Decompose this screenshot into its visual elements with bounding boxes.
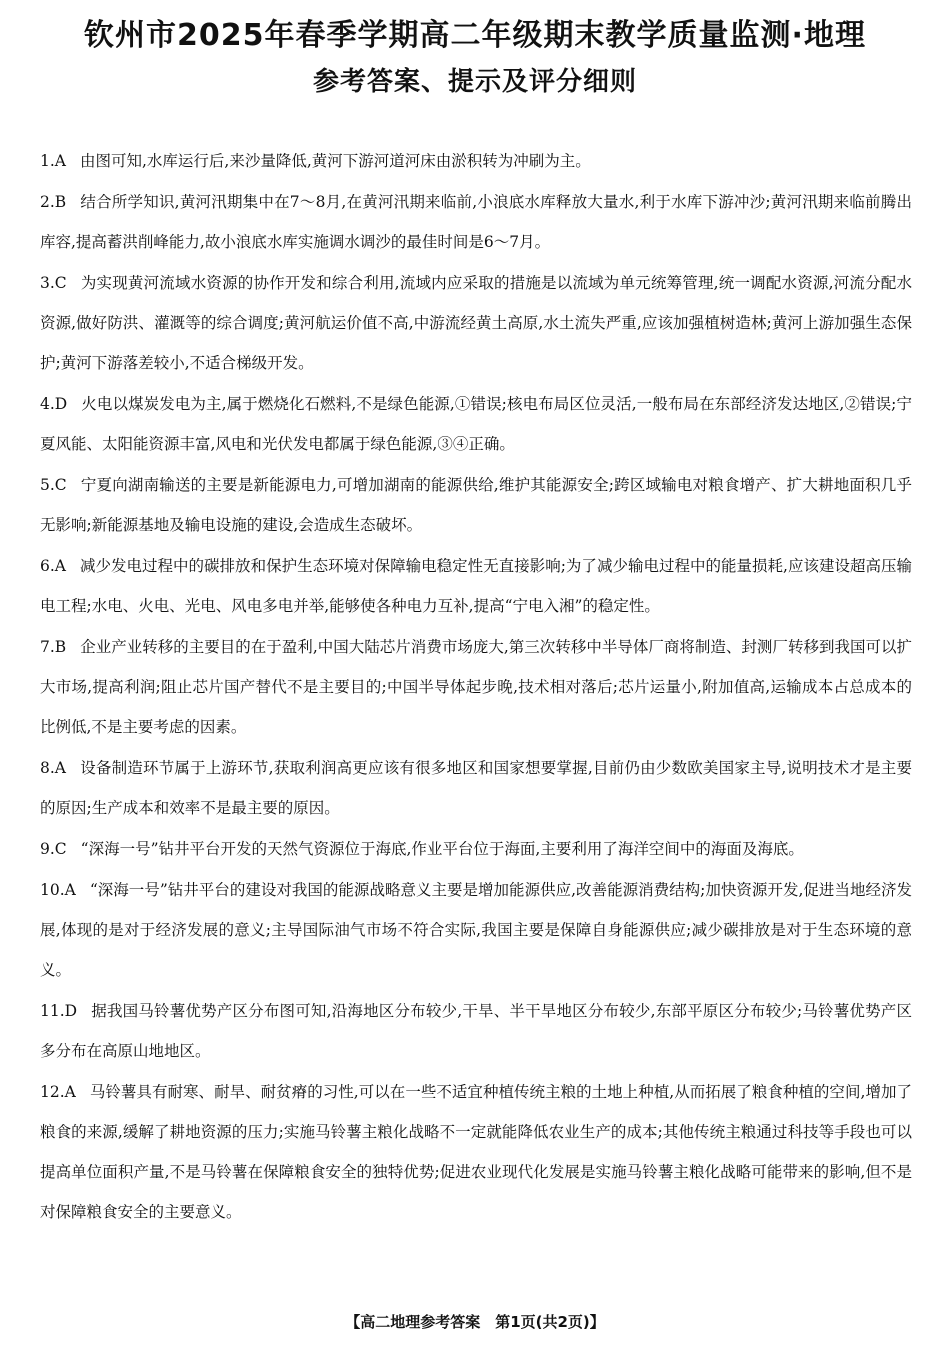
- page-subtitle: 参考答案、提示及评分细则: [312, 67, 637, 97]
- answer-explanation: 为实现黄河流域水资源的协作开发和综合利用,流域内应采取的措施是以流域为单元统筹管理,统一调配水资源,河流分配水资源,做好防洪、灌溉等的综合调度;黄河航运价值不高,中游流经黄土高原,水土流失严重,应该加强植树造林;黄河上游加强生态保护;黄河下游落差较小,不适合梯级开发。: [40, 274, 912, 372]
- answer-number: 11.D: [40, 1002, 78, 1020]
- answer-number: 9.C: [40, 840, 67, 858]
- answer-item-9: [40, 829, 912, 869]
- answer-number: 3.C: [40, 274, 67, 292]
- answer-item-12: [40, 1072, 912, 1232]
- answer-item-4: [40, 384, 912, 464]
- answer-number: 1.A: [40, 152, 66, 170]
- answer-list: [40, 141, 912, 1233]
- page-footer: 【高二地理参考答案 第1页(共2页)】: [345, 1313, 605, 1331]
- answer-number: 5.C: [40, 476, 67, 494]
- answer-item-2: [40, 182, 912, 262]
- answer-number: 8.A: [40, 759, 66, 777]
- answer-item-10: [40, 870, 912, 990]
- answer-number: 2.B: [40, 193, 67, 211]
- answer-item-11: [40, 991, 912, 1071]
- answer-number: 12.A: [40, 1083, 76, 1101]
- answer-explanation: 结合所学知识,黄河汛期集中在7～8月,在黄河汛期来临前,小浪底水库释放大量水,利于水库下游冲沙;黄河汛期来临前腾出库容,提高蓄洪削峰能力,故小浪底水库实施调水调沙的最佳时间是6～7月。: [40, 193, 912, 251]
- answer-item-6: [40, 546, 912, 626]
- answer-explanation: 马铃薯具有耐寒、耐旱、耐贫瘠的习性,可以在一些不适宜种植传统主粮的土地上种植,从而拓展了粮食种植的空间,增加了粮食的来源,缓解了耕地资源的压力;实施马铃薯主粮化战略不一定就能降低农业生产的成本;其他传统主粮通过科技等手段也可以提高单位面积产量,不是马铃薯在保障粮食安全的独特优势;促进农业现代化发展是实施马铃薯主粮化战略可能带来的影响,但不是对保障粮食安全的主要意义。: [40, 1083, 912, 1221]
- answer-explanation: “深海一号”钻井平台的建设对我国的能源战略意义主要是增加能源供应,改善能源消费结构;加快资源开发,促进当地经济发展,体现的是对于经济发展的意义;主导国际油气市场不符合实际,我国主要是保障自身能源供应;减少碳排放是对于生态环境的意义。: [40, 881, 912, 979]
- answer-explanation: 减少发电过程中的碳排放和保护生态环境对保障输电稳定性无直接影响;为了减少输电过程中的能量损耗,应该建设超高压输电工程;水电、火电、光电、风电多电并举,能够使各种电力互补,提高“宁电入湘”的稳定性。: [40, 557, 912, 615]
- answer-number: 7.B: [40, 638, 67, 656]
- answer-explanation: 企业产业转移的主要目的在于盈利,中国大陆芯片消费市场庞大,第三次转移中半导体厂商将制造、封测厂转移到我国可以扩大市场,提高利润;阻止芯片国产替代不是主要目的;中国半导体起步晚,技术相对落后;芯片运量小,附加值高,运输成本占总成本的比例低,不是主要考虑的因素。: [40, 638, 912, 736]
- answer-number: 10.A: [40, 881, 76, 899]
- answer-explanation: 据我国马铃薯优势产区分布图可知,沿海地区分布较少,干旱、半干旱地区分布较少,东部平原区分布较少;马铃薯优势产区多分布在高原山地地区。: [40, 1002, 912, 1060]
- answer-item-7: [40, 627, 912, 747]
- answer-explanation: 由图可知,水库运行后,来沙量降低,黄河下游河道河床由淤积转为冲刷为主。: [79, 152, 591, 170]
- answer-number: 4.D: [40, 395, 68, 413]
- answer-explanation: 设备制造环节属于上游环节,获取利润高更应该有很多地区和国家想要掌握,目前仍由少数欧美国家主导,说明技术才是主要的原因;生产成本和效率不是最主要的原因。: [40, 759, 912, 817]
- answer-explanation: “深海一号”钻井平台开发的天然气资源位于海底,作业平台位于海面,主要利用了海洋空间中的海面及海底。: [80, 840, 804, 858]
- page-title: 钦州市2025年春季学期高二年级期末教学质量监测·地理: [84, 18, 866, 53]
- answer-item-5: [40, 465, 912, 545]
- answer-item-3: [40, 263, 912, 383]
- answer-explanation: 火电以煤炭发电为主,属于燃烧化石燃料,不是绿色能源,①错误;核电布局区位灵活,一般布局在东部经济发达地区,②错误;宁夏风能、太阳能资源丰富,风电和光伏发电都属于绿色能源,③④正确。: [40, 395, 912, 453]
- answer-number: 6.A: [40, 557, 66, 575]
- answer-item-8: [40, 748, 912, 828]
- answer-explanation: 宁夏向湖南输送的主要是新能源电力,可增加湖南的能源供给,维护其能源安全;跨区域输电对粮食增产、扩大耕地面积几乎无影响;新能源基地及输电设施的建设,会造成生态破坏。: [40, 476, 912, 534]
- answer-item-1: [40, 141, 912, 181]
